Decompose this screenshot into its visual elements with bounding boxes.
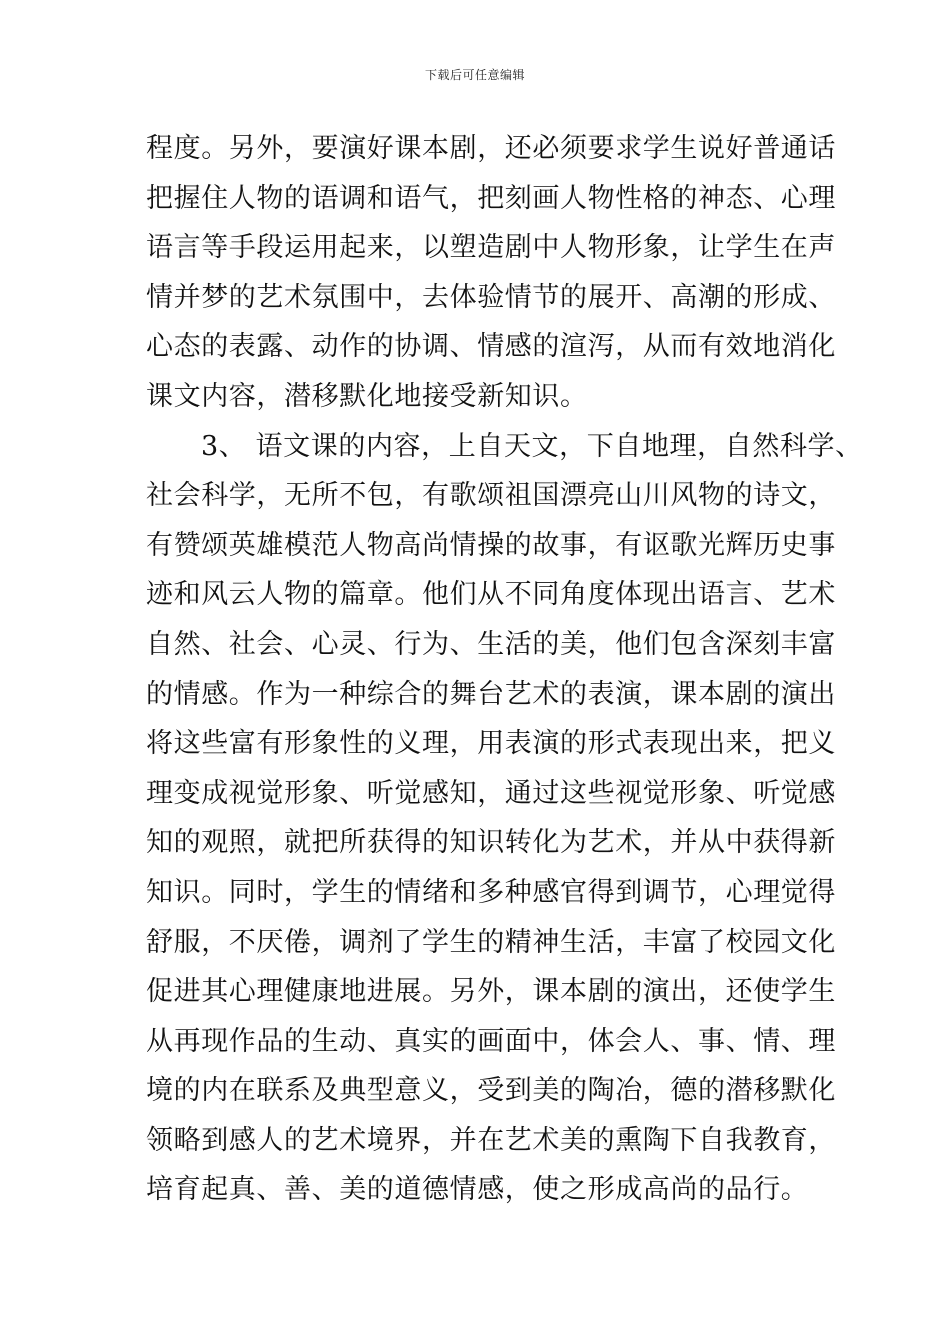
text-line: 课文内容，潜移默化地接受新知识。: [146, 380, 588, 412]
text-line: 将这些富有形象性的义理，用表演的形式表现出来，把义: [146, 728, 836, 760]
text-line: 把握住人物的语调和语气，把刻画人物性格的神态、心理: [146, 182, 836, 214]
text-line: 迹和风云人物的篇章。他们从不同角度体现出语言、艺术: [146, 579, 836, 611]
text-line: 培育起真、善、美的道德情感，使之形成高尚的品行。: [146, 1174, 809, 1206]
document-body: [146, 124, 863, 1215]
text-line: 舒服，不厌倦，调剂了学生的精神生活，丰富了校园文化: [146, 926, 836, 958]
text-line: 心态的表露、动作的协调、情感的渲泻，从而有效地消化: [146, 331, 836, 363]
text-line: 语言等手段运用起来，以塑造剧中人物形象，让学生在声: [146, 232, 836, 264]
text-line: 知识。同时，学生的情绪和多种感官得到调节，心理觉得: [146, 876, 836, 908]
paragraph-3-first-line: 3、 语文课的内容，上自天文，下自地理，自然科学、: [201, 430, 863, 462]
text-line: 知的观照，就把所获得的知识转化为艺术，并从中获得新: [146, 827, 836, 859]
text-line: 促进其心理健康地进展。另外，课本剧的演出，还使学生: [146, 976, 836, 1008]
text-line: 领略到感人的艺术境界，并在艺术美的熏陶下自我教育，: [146, 1124, 836, 1156]
text-line: 社会科学，无所不包，有歌颂祖国漂亮山川风物的诗文，: [146, 480, 836, 512]
page-header-note: 下载后可任意编辑: [424, 68, 525, 82]
text-line: 从再现作品的生动、真实的画面中，体会人、事、情、理: [146, 1025, 836, 1057]
text-line: 有赞颂英雄模范人物高尚情操的故事，有讴歌光辉历史事: [146, 529, 836, 561]
text-line: 情并梦的艺术氛围中，去体验情节的展开、高潮的形成、: [146, 281, 836, 313]
text-line: 自然、社会、心灵、行为、生活的美，他们包含深刻丰富: [146, 628, 836, 660]
text-line: 的情感。作为一种综合的舞台艺术的表演，课本剧的演出: [146, 678, 836, 710]
text-line: 程度。另外，要演好课本剧，还必须要求学生说好普通话: [146, 133, 836, 164]
text-line: 境的内在联系及典型意义，受到美的陶冶，德的潜移默化: [146, 1075, 836, 1107]
text-line: 理变成视觉形象、听觉感知，通过这些视觉形象、听觉感: [146, 777, 836, 809]
